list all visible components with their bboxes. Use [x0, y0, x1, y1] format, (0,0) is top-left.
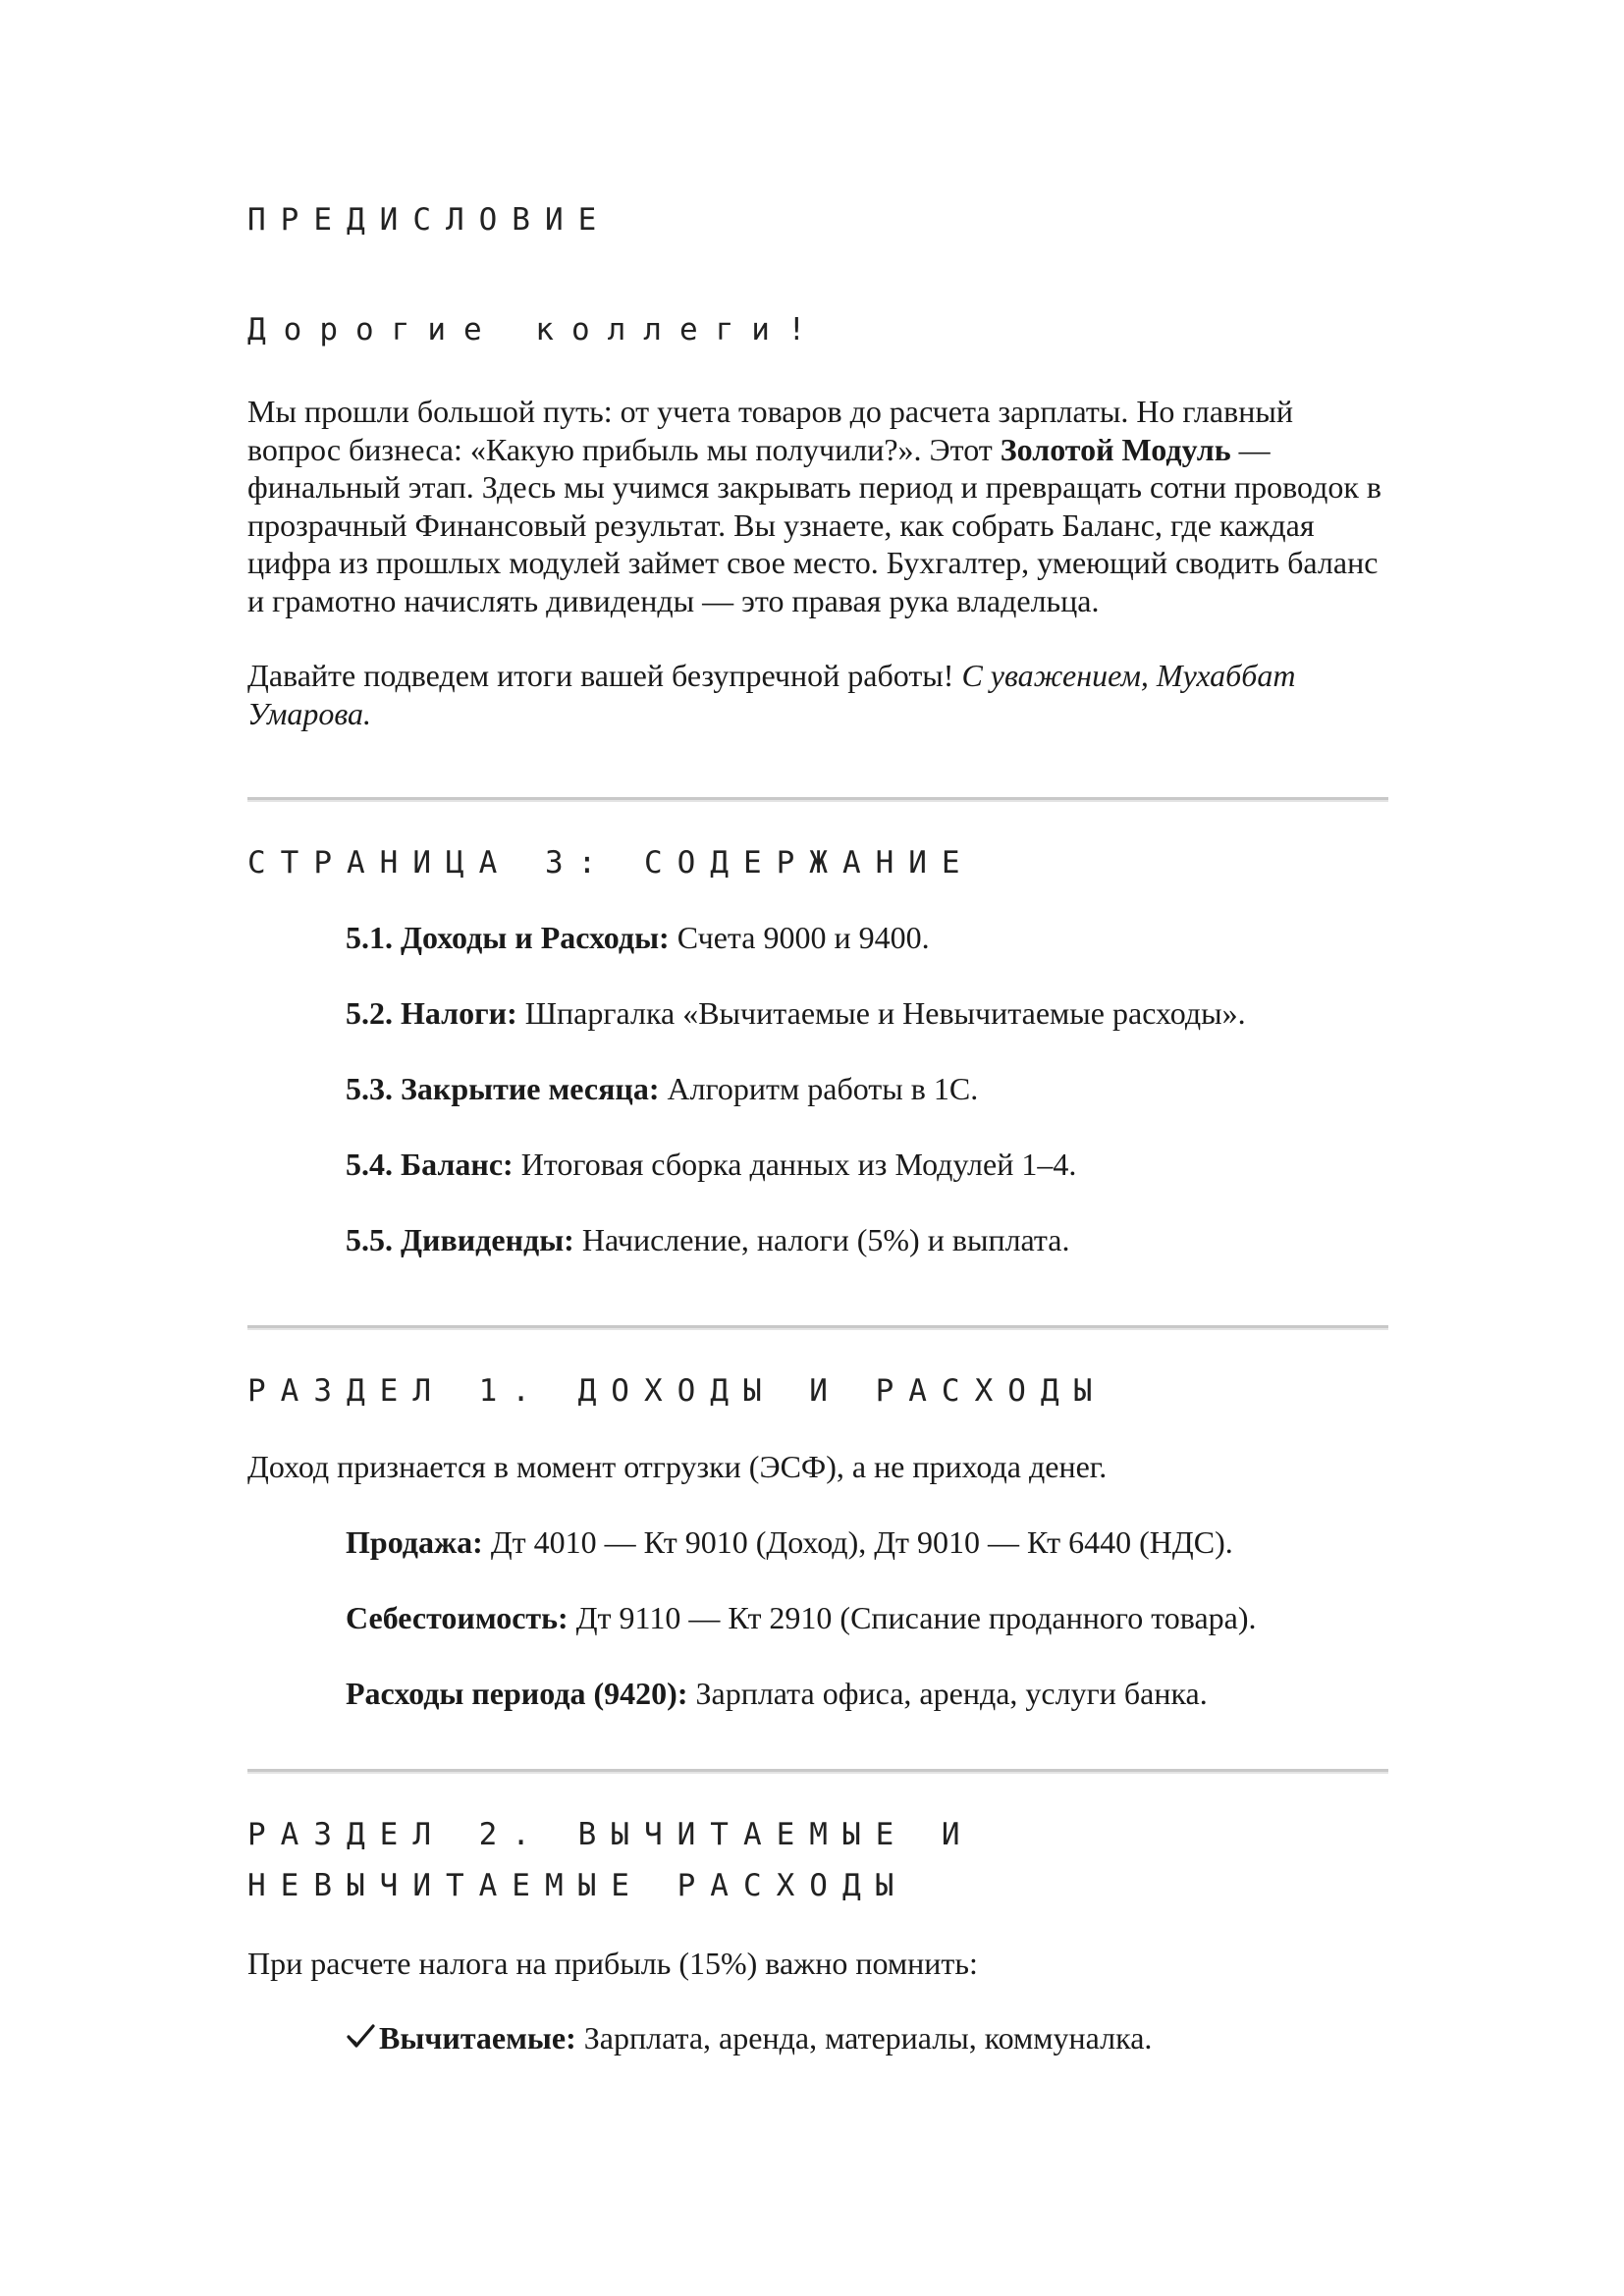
contents-item-label: 5.1. Доходы и Расходы: [346, 920, 670, 955]
contents-item-label: 5.4. Баланс: [346, 1147, 514, 1182]
list-item-text: Дт 9110 — Кт 2910 (Списание проданного товара). [568, 1599, 1257, 1635]
contents-item-label: 5.5. Дивиденды: [346, 1222, 574, 1257]
closing-text: Давайте подведем итоги вашей безупречной работы! [247, 658, 962, 693]
list-item [346, 1675, 1388, 1712]
greeting: Дорогие коллеги! [247, 312, 824, 347]
section1-heading: РАЗДЕЛ 1. ДОХОДЫ И РАСХОДЫ [247, 1373, 1108, 1409]
section2-list [247, 2019, 1388, 2056]
section2-heading: РАЗДЕЛ 2. ВЫЧИТАЕМЫЕ И НЕВЫЧИТАЕМЫЕ РАСХОДЫ [247, 1816, 975, 1903]
contents-item-label: 5.2. Налоги: [346, 995, 517, 1031]
contents-item-text: Итоговая сборка данных из Модулей 1–4. [513, 1147, 1077, 1182]
list-item-label: Расходы периода (9420): [346, 1675, 688, 1711]
preface-text-b: — финальный этап. Здесь мы учимся закрывать период и превращать сотни проводок в прозрачный Финансовый результат. Вы узнаете, как собрать Баланс, где каждая цифра из прошлых модулей займет свое место. Бухгалтер, умеющий сводить баланс и грамотно начислять дивиденды — это правая рука владельца. [247, 431, 1381, 618]
contents-item-text: Алгоритм работы в 1С. [659, 1071, 979, 1106]
contents-item-text: Начисление, налоги (5%) и выплата. [573, 1222, 1070, 1257]
section2-intro: При расчете налога на прибыль (15%) важно помнить: [247, 1945, 978, 1981]
list-item-text: Дт 4010 — Кт 9010 (Доход), Дт 9010 — Кт 6440 (НДС). [482, 1523, 1233, 1560]
divider [247, 1325, 1388, 1330]
divider [247, 797, 1388, 802]
contents-item [346, 1146, 1388, 1183]
preface-heading: ПРЕДИСЛОВИЕ [247, 202, 612, 238]
list-item [346, 1523, 1388, 1561]
list-item-text: Зарплата офиса, аренда, услуги банка. [687, 1675, 1208, 1711]
signature: С уважением, Мухаббат Умарова. [247, 658, 1296, 731]
contents-item [346, 994, 1388, 1032]
list-item-label: Себестоимость: [346, 1599, 568, 1635]
section1-intro: Доход признается в момент отгрузки (ЭСФ), а не прихода денег. [247, 1449, 1108, 1484]
contents-item [346, 919, 1388, 956]
list-item-label: Продажа: [346, 1523, 483, 1560]
contents-list [247, 919, 1388, 1258]
preface-text-a: Мы прошли большой путь: от учета товаров до расчета зарплаты. Но главный вопрос бизнеса: «Какую прибыль мы получили?». Этот [247, 394, 1293, 467]
section1-list [247, 1523, 1388, 1712]
list-item-text: Зарплата, аренда, материалы, коммуналка. [575, 2020, 1153, 2056]
contents-heading: СТРАНИЦА 3: СОДЕРЖАНИЕ [247, 845, 975, 881]
contents-item [346, 1070, 1388, 1107]
list-item-label: Вычитаемые: [379, 2020, 576, 2056]
preface-paragraph [247, 393, 1388, 619]
divider [247, 1769, 1388, 1774]
list-item [346, 2019, 1388, 2056]
closing-paragraph [247, 657, 1388, 732]
contents-item-text: Счета 9000 и 9400. [669, 920, 930, 955]
contents-item-label: 5.3. Закрытие месяца: [346, 1071, 660, 1106]
checkmark-icon [346, 2019, 379, 2056]
golden-module-term: Золотой Модуль [1000, 431, 1231, 467]
contents-item-text: Шпаргалка «Вычитаемые и Невычитаемые расходы». [516, 995, 1246, 1031]
list-item [346, 1599, 1388, 1636]
contents-item [346, 1221, 1388, 1258]
